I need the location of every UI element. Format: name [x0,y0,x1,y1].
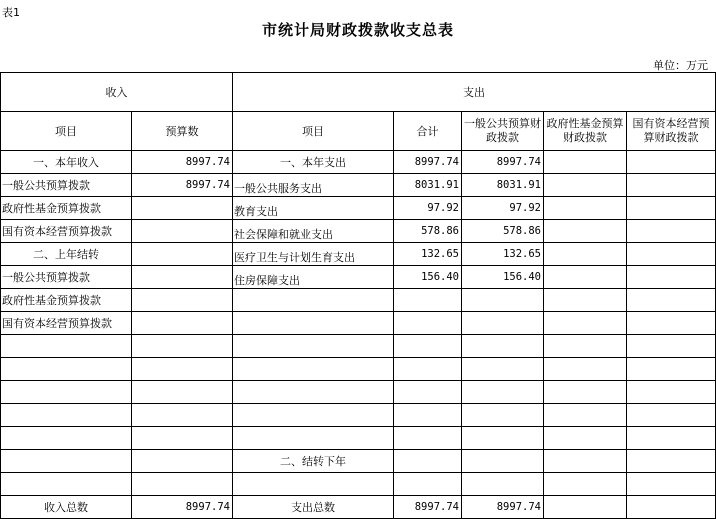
state-capital-cell [627,335,716,358]
general-budget-cell: 132.65 [462,243,544,266]
income-item-cell: 国有资本经营预算拨款 [1,220,132,243]
income-amount-cell [132,289,233,312]
col-header-budget: 预算数 [132,112,233,151]
state-capital-cell [627,473,716,496]
gov-fund-cell [544,496,627,519]
income-item-cell [1,450,132,473]
state-capital-cell [627,266,716,289]
income-amount-cell [132,243,233,266]
table-row [1,220,716,243]
table-row [1,450,716,473]
income-amount-cell: 8997.74 [132,496,233,519]
expense-item-cell: 社会保障和就业支出 [233,220,394,243]
col-header-expense-item: 项目 [233,112,394,151]
expense-item-cell: 医疗卫生与计划生育支出 [233,243,394,266]
table-row [1,197,716,220]
expense-total-cell: 578.86 [394,220,462,243]
table-row [1,289,716,312]
gov-fund-cell [544,174,627,197]
table-row [1,358,716,381]
expense-total-cell: 132.65 [394,243,462,266]
expense-item-cell [233,404,394,427]
state-capital-cell [627,427,716,450]
expense-total-cell [394,404,462,427]
income-amount-cell [132,312,233,335]
gov-fund-cell [544,427,627,450]
gov-fund-cell [544,266,627,289]
gov-fund-cell [544,335,627,358]
general-budget-cell [462,404,544,427]
expense-total-cell [394,450,462,473]
gov-fund-cell [544,473,627,496]
general-budget-cell [462,358,544,381]
gov-fund-cell [544,450,627,473]
gov-fund-cell [544,197,627,220]
state-capital-cell [627,220,716,243]
state-capital-cell [627,381,716,404]
table-row [1,151,716,174]
income-item-cell: 政府性基金预算拨款 [1,197,132,220]
expense-total-cell [394,335,462,358]
expense-item-cell [233,289,394,312]
expense-item-cell [233,381,394,404]
expense-header: 支出 [233,73,716,112]
table-row [1,404,716,427]
general-budget-cell [462,427,544,450]
expense-item-cell: 住房保障支出 [233,266,394,289]
income-item-cell: 二、上年结转 [1,243,132,266]
expense-item-cell: 支出总数 [233,496,394,519]
gov-fund-cell [544,312,627,335]
expense-total-cell: 8997.74 [394,151,462,174]
state-capital-cell [627,404,716,427]
general-budget-cell [462,381,544,404]
expense-total-cell [394,427,462,450]
general-budget-cell [462,335,544,358]
income-item-cell [1,358,132,381]
income-item-cell: 国有资本经营预算拨款 [1,312,132,335]
table-row [1,496,716,519]
table-row [1,312,716,335]
expense-item-cell [233,312,394,335]
col-header-total: 合计 [394,112,462,151]
general-budget-cell: 97.92 [462,197,544,220]
expense-total-cell [394,289,462,312]
state-capital-cell [627,151,716,174]
general-budget-cell: 8997.74 [462,151,544,174]
state-capital-cell [627,496,716,519]
col-header-gov-fund: 政府性基金预算财政拨款 [544,112,627,151]
gov-fund-cell [544,243,627,266]
gov-fund-cell [544,358,627,381]
income-amount-cell [132,381,233,404]
income-item-cell [1,473,132,496]
income-item-cell: 一般公共预算拨款 [1,174,132,197]
expense-item-cell: 一般公共服务支出 [233,174,394,197]
expense-total-cell [394,358,462,381]
general-budget-cell: 8997.74 [462,496,544,519]
expense-total-cell: 156.40 [394,266,462,289]
col-header-state-capital: 国有资本经营预算财政拨款 [627,112,716,151]
expense-total-cell [394,473,462,496]
general-budget-cell [462,312,544,335]
income-amount-cell [132,427,233,450]
state-capital-cell [627,197,716,220]
state-capital-cell [627,289,716,312]
income-amount-cell [132,473,233,496]
income-amount-cell [132,404,233,427]
general-budget-cell: 156.40 [462,266,544,289]
income-item-cell [1,335,132,358]
table-row [1,473,716,496]
col-header-general-budget: 一般公共预算财政拨款 [462,112,544,151]
expense-item-cell: 教育支出 [233,197,394,220]
general-budget-cell [462,473,544,496]
income-amount-cell [132,358,233,381]
state-capital-cell [627,358,716,381]
general-budget-cell: 578.86 [462,220,544,243]
gov-fund-cell [544,381,627,404]
income-item-cell: 收入总数 [1,496,132,519]
table-row [1,174,716,197]
gov-fund-cell [544,404,627,427]
income-item-cell: 政府性基金预算拨款 [1,289,132,312]
expense-total-cell: 97.92 [394,197,462,220]
income-amount-cell [132,335,233,358]
state-capital-cell [627,243,716,266]
income-amount-cell [132,220,233,243]
table-number-label: 表1 [2,6,20,19]
income-amount-cell: 8997.74 [132,151,233,174]
gov-fund-cell [544,151,627,174]
income-amount-cell [132,450,233,473]
income-item-cell [1,404,132,427]
income-item-cell [1,381,132,404]
expense-total-cell [394,312,462,335]
expense-total-cell [394,381,462,404]
state-capital-cell [627,174,716,197]
expense-item-cell [233,427,394,450]
expense-item-cell [233,473,394,496]
general-budget-cell [462,450,544,473]
table-row [1,266,716,289]
expense-item-cell: 二、结转下年 [233,450,394,473]
income-header: 收入 [1,73,233,112]
expense-item-cell [233,335,394,358]
gov-fund-cell [544,220,627,243]
fiscal-summary-table [0,72,716,519]
gov-fund-cell [544,289,627,312]
income-item-cell: 一、本年收入 [1,151,132,174]
state-capital-cell [627,312,716,335]
table-row [1,381,716,404]
state-capital-cell [627,450,716,473]
general-budget-cell [462,289,544,312]
expense-total-cell: 8031.91 [394,174,462,197]
income-amount-cell [132,197,233,220]
general-budget-cell: 8031.91 [462,174,544,197]
table-row [1,243,716,266]
income-amount-cell [132,266,233,289]
page-title: 市统计局财政拨款收支总表 [261,21,454,39]
expense-total-cell: 8997.74 [394,496,462,519]
income-amount-cell: 8997.74 [132,174,233,197]
table-row [1,427,716,450]
table-row [1,335,716,358]
income-item-cell [1,427,132,450]
expense-item-cell [233,358,394,381]
income-item-cell: 一般公共预算拨款 [1,266,132,289]
unit-label: 单位：万元 [653,59,708,72]
expense-item-cell: 一、本年支出 [233,151,394,174]
col-header-income-item: 项目 [1,112,132,151]
